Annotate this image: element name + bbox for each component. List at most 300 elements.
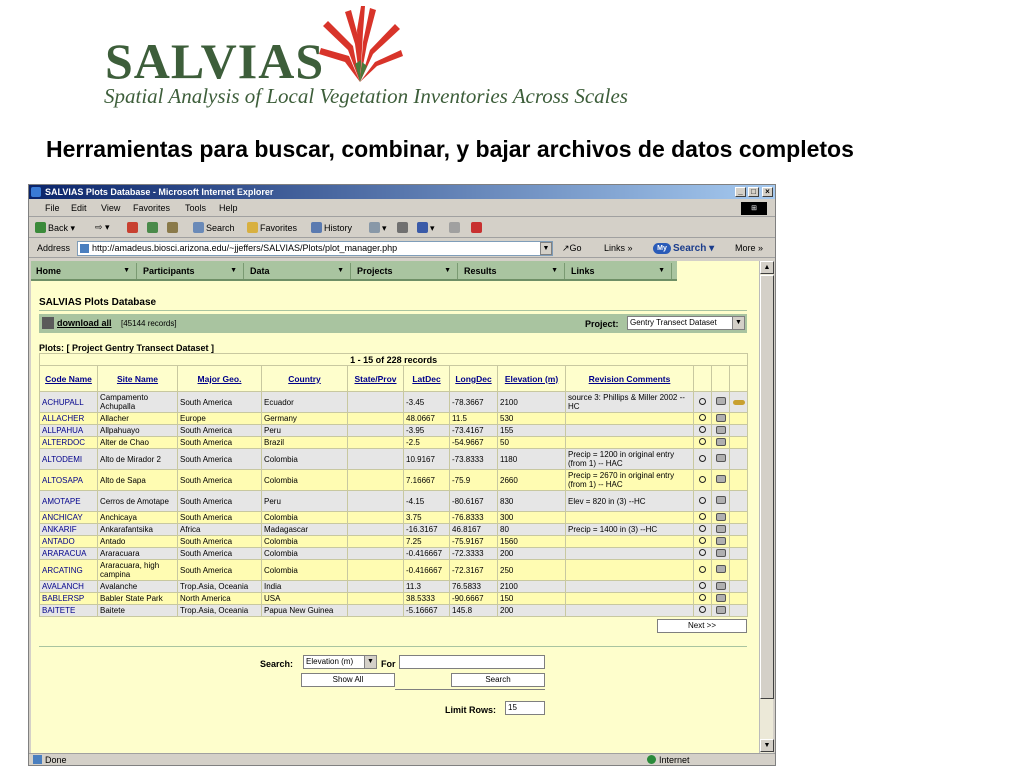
latdec-cell: -4.15 bbox=[404, 491, 450, 512]
scroll-down-button[interactable]: ▼ bbox=[760, 739, 774, 752]
latdec-cell: -5.16667 bbox=[404, 605, 450, 617]
view-magnifier-icon-cell[interactable] bbox=[694, 524, 712, 536]
code-name-cell[interactable]: BAITETE bbox=[40, 605, 98, 617]
view-magnifier-icon[interactable] bbox=[699, 476, 706, 483]
divider bbox=[39, 310, 747, 311]
site-name-cell: Babler State Park bbox=[98, 593, 178, 605]
nav-data-label: Data bbox=[250, 266, 270, 276]
key-icon-cell[interactable] bbox=[730, 560, 748, 581]
major-geo-cell: South America bbox=[178, 548, 262, 560]
latdec-cell: -0.416667 bbox=[404, 548, 450, 560]
view-magnifier-icon-cell[interactable] bbox=[694, 449, 712, 470]
edit-record-icon[interactable] bbox=[716, 582, 726, 590]
project-select[interactable] bbox=[627, 316, 745, 330]
search-input[interactable] bbox=[399, 655, 545, 669]
back-arrow-icon bbox=[35, 222, 46, 233]
major-geo-cell: South America bbox=[178, 437, 262, 449]
edit-record-icon[interactable] bbox=[716, 594, 726, 602]
latdec-cell: -3.95 bbox=[404, 425, 450, 437]
major-geo-cell: South America bbox=[178, 392, 262, 413]
address-input[interactable] bbox=[77, 241, 553, 256]
plots-table bbox=[39, 353, 748, 617]
download-icon[interactable] bbox=[42, 317, 54, 329]
edit-record-icon[interactable] bbox=[716, 606, 726, 614]
major-geo-cell: North America bbox=[178, 593, 262, 605]
nav-home[interactable] bbox=[33, 263, 137, 279]
back-label: Back bbox=[48, 223, 69, 233]
view-magnifier-icon[interactable] bbox=[699, 537, 706, 544]
state-prov-cell bbox=[348, 425, 404, 437]
latdec-cell: 7.16667 bbox=[404, 470, 450, 491]
edit-record-icon[interactable] bbox=[716, 438, 726, 446]
table-row bbox=[40, 524, 748, 536]
revision-comment-cell: Precip = 2670 in original entry (from 1) -- HAC bbox=[566, 470, 694, 491]
key-icon-cell[interactable] bbox=[730, 581, 748, 593]
table-row bbox=[40, 491, 748, 512]
elevation-cell: 530 bbox=[498, 413, 566, 425]
latdec-cell: 38.5333 bbox=[404, 593, 450, 605]
state-prov-cell bbox=[348, 524, 404, 536]
revision-comment-cell bbox=[566, 536, 694, 548]
view-magnifier-icon[interactable] bbox=[699, 426, 706, 433]
edit-record-icon-cell[interactable] bbox=[712, 581, 730, 593]
favorites-toolbar-button[interactable] bbox=[247, 222, 297, 233]
scroll-thumb[interactable] bbox=[760, 275, 774, 699]
edit-record-icon-cell[interactable] bbox=[712, 491, 730, 512]
key-icon-cell[interactable] bbox=[730, 470, 748, 491]
country-cell: Colombia bbox=[262, 470, 348, 491]
elevation-cell: 2660 bbox=[498, 470, 566, 491]
edit-record-icon-cell[interactable] bbox=[712, 536, 730, 548]
view-magnifier-icon-cell[interactable] bbox=[694, 593, 712, 605]
links-button[interactable]: Links » bbox=[604, 243, 633, 253]
edit-record-icon[interactable] bbox=[716, 513, 726, 521]
major-geo-cell: Trop.Asia, Oceania bbox=[178, 581, 262, 593]
address-dropdown[interactable]: ▼ bbox=[540, 242, 552, 255]
view-magnifier-icon[interactable] bbox=[699, 497, 706, 504]
elevation-cell: 1180 bbox=[498, 449, 566, 470]
view-magnifier-icon[interactable] bbox=[699, 606, 706, 613]
plots-title: Plots: [ Project Gentry Transect Dataset ] bbox=[39, 343, 215, 353]
back-button[interactable]: Back ▾ bbox=[35, 222, 75, 234]
state-prov-cell bbox=[348, 512, 404, 524]
project-select-value: Gentry Transect Dataset bbox=[630, 318, 717, 327]
elevation-cell: 200 bbox=[498, 605, 566, 617]
edit-record-icon-cell[interactable] bbox=[712, 548, 730, 560]
elevation-cell: 2100 bbox=[498, 392, 566, 413]
menu-file[interactable]: File bbox=[45, 203, 60, 213]
elevation-cell: 2100 bbox=[498, 581, 566, 593]
divider bbox=[395, 689, 545, 690]
code-name-cell[interactable]: ALTODEMI bbox=[40, 449, 98, 470]
key-icon-cell[interactable] bbox=[730, 512, 748, 524]
table-row bbox=[40, 593, 748, 605]
key-icon-cell[interactable] bbox=[730, 392, 748, 413]
key-icon[interactable] bbox=[733, 400, 745, 405]
menu-tools[interactable]: Tools bbox=[185, 203, 207, 213]
site-name-cell: Baitete bbox=[98, 605, 178, 617]
major-geo-cell: South America bbox=[178, 449, 262, 470]
elevation-cell: 830 bbox=[498, 491, 566, 512]
site-name-cell: Alter de Chao bbox=[98, 437, 178, 449]
longdec-cell: 46.8167 bbox=[450, 524, 498, 536]
elevation-cell: 250 bbox=[498, 560, 566, 581]
table-row bbox=[40, 605, 748, 617]
key-icon-cell[interactable] bbox=[730, 605, 748, 617]
ie-icon bbox=[31, 187, 41, 197]
divider bbox=[39, 646, 747, 647]
col-state-prov[interactable]: State/Prov bbox=[348, 366, 404, 392]
code-name-cell[interactable]: ALLACHER bbox=[40, 413, 98, 425]
menu-view[interactable]: View bbox=[101, 203, 121, 213]
table-row bbox=[40, 536, 748, 548]
col-elevation[interactable]: Elevation (m) bbox=[498, 366, 566, 392]
status-done bbox=[33, 755, 67, 765]
close-button[interactable]: × bbox=[762, 187, 773, 197]
table-header-row bbox=[40, 366, 748, 392]
country-cell: Colombia bbox=[262, 560, 348, 581]
view-magnifier-icon[interactable] bbox=[699, 398, 706, 405]
maximize-button[interactable]: □ bbox=[748, 187, 759, 197]
elevation-cell: 155 bbox=[498, 425, 566, 437]
longdec-cell: -73.4167 bbox=[450, 425, 498, 437]
go-button[interactable]: ↗Go bbox=[562, 243, 582, 253]
revision-comment-cell bbox=[566, 548, 694, 560]
country-cell: USA bbox=[262, 593, 348, 605]
country-cell: Ecuador bbox=[262, 392, 348, 413]
col-latdec[interactable]: LatDec bbox=[404, 366, 450, 392]
code-name-cell[interactable]: ALLPAHUA bbox=[40, 425, 98, 437]
elevation-cell: 80 bbox=[498, 524, 566, 536]
table-row bbox=[40, 548, 748, 560]
state-prov-cell bbox=[348, 560, 404, 581]
revision-comment-cell bbox=[566, 593, 694, 605]
major-geo-cell: Europe bbox=[178, 413, 262, 425]
site-name-cell: Allpahuayo bbox=[98, 425, 178, 437]
longdec-cell: 11.5 bbox=[450, 413, 498, 425]
limit-rows-label: Limit Rows: bbox=[445, 705, 496, 715]
revision-comment-cell bbox=[566, 437, 694, 449]
country-cell: Germany bbox=[262, 413, 348, 425]
edit-record-icon-cell[interactable] bbox=[712, 560, 730, 581]
menu-edit[interactable]: Edit bbox=[71, 203, 87, 213]
download-bar bbox=[39, 314, 747, 333]
view-magnifier-icon-cell[interactable] bbox=[694, 437, 712, 449]
site-name-cell: Anchicaya bbox=[98, 512, 178, 524]
site-name-cell: Antado bbox=[98, 536, 178, 548]
edit-record-icon-cell[interactable] bbox=[712, 512, 730, 524]
view-magnifier-icon[interactable] bbox=[699, 566, 706, 573]
code-name-cell[interactable]: AVALANCH bbox=[40, 581, 98, 593]
longdec-cell: -76.8333 bbox=[450, 512, 498, 524]
table-row bbox=[40, 413, 748, 425]
nav-results[interactable] bbox=[461, 263, 565, 279]
latdec-cell: -2.5 bbox=[404, 437, 450, 449]
latdec-cell: 7.25 bbox=[404, 536, 450, 548]
code-name-cell[interactable]: ANTADO bbox=[40, 536, 98, 548]
elevation-cell: 300 bbox=[498, 512, 566, 524]
chevron-down-icon: ▼ bbox=[337, 267, 344, 274]
code-name-cell[interactable]: ACHUPALL bbox=[40, 392, 98, 413]
site-name-cell: Avalanche bbox=[98, 581, 178, 593]
key-icon-cell[interactable] bbox=[730, 413, 748, 425]
nav-participants[interactable] bbox=[140, 263, 244, 279]
latdec-cell: -0.416667 bbox=[404, 560, 450, 581]
state-prov-cell bbox=[348, 536, 404, 548]
table-row bbox=[40, 449, 748, 470]
major-geo-cell: South America bbox=[178, 536, 262, 548]
latdec-cell: 48.0667 bbox=[404, 413, 450, 425]
view-magnifier-icon[interactable] bbox=[699, 525, 706, 532]
view-magnifier-icon-cell[interactable] bbox=[694, 548, 712, 560]
code-name-cell[interactable]: ARCATING bbox=[40, 560, 98, 581]
state-prov-cell bbox=[348, 548, 404, 560]
browser-window bbox=[28, 184, 776, 766]
edit-record-icon[interactable] bbox=[716, 525, 726, 533]
view-magnifier-icon-cell[interactable] bbox=[694, 413, 712, 425]
mysearch-label: Search bbox=[673, 243, 707, 254]
major-geo-cell: South America bbox=[178, 512, 262, 524]
edit-record-icon[interactable] bbox=[716, 496, 726, 504]
page-content bbox=[31, 261, 759, 753]
address-label: Address bbox=[37, 243, 71, 253]
view-magnifier-icon[interactable] bbox=[699, 594, 706, 601]
download-all-link[interactable]: download all bbox=[57, 318, 112, 328]
site-name-cell: Araracuara bbox=[98, 548, 178, 560]
key-icon-cell[interactable] bbox=[730, 524, 748, 536]
col-extra bbox=[730, 366, 748, 392]
revision-comment-cell bbox=[566, 413, 694, 425]
edit-record-icon[interactable] bbox=[716, 537, 726, 545]
nav-links[interactable] bbox=[568, 263, 672, 279]
edit-record-icon[interactable] bbox=[716, 549, 726, 557]
table-row bbox=[40, 437, 748, 449]
revision-comment-cell bbox=[566, 512, 694, 524]
mysearch-button[interactable]: My Search ▾ bbox=[653, 241, 723, 256]
print-icon[interactable] bbox=[397, 222, 410, 233]
code-name-cell[interactable]: ANCHICAY bbox=[40, 512, 98, 524]
longdec-cell: -54.9667 bbox=[450, 437, 498, 449]
state-prov-cell bbox=[348, 449, 404, 470]
refresh-icon[interactable] bbox=[147, 222, 160, 233]
mail-icon[interactable]: ▾ bbox=[369, 222, 387, 234]
view-magnifier-icon[interactable] bbox=[699, 582, 706, 589]
state-prov-cell bbox=[348, 593, 404, 605]
view-magnifier-icon[interactable] bbox=[699, 455, 706, 462]
edit-record-icon[interactable] bbox=[716, 426, 726, 434]
go-label: Go bbox=[569, 243, 582, 253]
elevation-cell: 1560 bbox=[498, 536, 566, 548]
nav-links-label: Links bbox=[571, 266, 595, 276]
more-button[interactable]: More » bbox=[735, 243, 764, 253]
col-country[interactable]: Country bbox=[262, 366, 348, 392]
home-icon[interactable] bbox=[167, 222, 180, 233]
country-cell: Madagascar bbox=[262, 524, 348, 536]
zone-text: Internet bbox=[659, 755, 690, 765]
site-name-cell: Campamento Achupalla bbox=[98, 392, 178, 413]
code-name-cell[interactable]: ALTERDOC bbox=[40, 437, 98, 449]
nav-participants-label: Participants bbox=[143, 266, 195, 276]
state-prov-cell bbox=[348, 581, 404, 593]
scroll-up-button[interactable]: ▲ bbox=[760, 261, 774, 274]
edit-record-icon-cell[interactable] bbox=[712, 413, 730, 425]
major-geo-cell: South America bbox=[178, 560, 262, 581]
table-row bbox=[40, 512, 748, 524]
nav-projects-label: Projects bbox=[357, 266, 393, 276]
internet-zone-icon bbox=[647, 755, 656, 764]
edit-record-icon[interactable] bbox=[716, 414, 726, 422]
edit-record-icon-cell[interactable] bbox=[712, 437, 730, 449]
key-icon-cell[interactable] bbox=[730, 536, 748, 548]
key-icon-cell[interactable] bbox=[730, 449, 748, 470]
revision-comment-cell bbox=[566, 425, 694, 437]
view-magnifier-icon-cell[interactable] bbox=[694, 470, 712, 491]
table-row bbox=[40, 581, 748, 593]
edit-record-icon[interactable] bbox=[716, 454, 726, 462]
chevron-down-icon: ▼ bbox=[551, 267, 558, 274]
chevron-down-icon: ▼ bbox=[123, 267, 130, 274]
col-longdec[interactable]: LongDec bbox=[450, 366, 498, 392]
edit-word-icon[interactable]: ▾ bbox=[417, 222, 435, 234]
view-magnifier-icon-cell[interactable] bbox=[694, 512, 712, 524]
state-prov-cell bbox=[348, 413, 404, 425]
search-toolbar-button[interactable] bbox=[193, 222, 235, 233]
view-magnifier-icon[interactable] bbox=[699, 513, 706, 520]
revision-comment-cell: Precip = 1400 in (3) --HC bbox=[566, 524, 694, 536]
menu-favorites[interactable]: Favorites bbox=[133, 203, 171, 213]
state-prov-cell bbox=[348, 392, 404, 413]
view-magnifier-icon-cell[interactable] bbox=[694, 425, 712, 437]
page-title: SALVIAS Plots Database bbox=[39, 297, 157, 308]
view-magnifier-icon-cell[interactable] bbox=[694, 392, 712, 413]
vertical-scrollbar[interactable] bbox=[759, 261, 773, 753]
revision-comment-cell: source 3: Phillips & Miller 2002 --HC bbox=[566, 392, 694, 413]
window-title: SALVIAS Plots Database - Microsoft Internet Explorer bbox=[45, 187, 274, 197]
forward-button[interactable]: ⇨ ▾ bbox=[95, 222, 110, 232]
search-button[interactable]: Search bbox=[451, 673, 545, 687]
elevation-cell: 50 bbox=[498, 437, 566, 449]
logo-wordmark: SALVIAS bbox=[105, 33, 325, 89]
longdec-cell: 145.8 bbox=[450, 605, 498, 617]
history-icon bbox=[311, 222, 322, 233]
code-name-cell[interactable]: BABLERSP bbox=[40, 593, 98, 605]
messenger-icon[interactable] bbox=[471, 222, 484, 233]
menu-help[interactable]: Help bbox=[219, 203, 238, 213]
view-magnifier-icon-cell[interactable] bbox=[694, 560, 712, 581]
edit-record-icon-cell[interactable] bbox=[712, 524, 730, 536]
country-cell: Colombia bbox=[262, 548, 348, 560]
view-magnifier-icon-cell[interactable] bbox=[694, 536, 712, 548]
view-magnifier-icon-cell[interactable] bbox=[694, 491, 712, 512]
windows-logo-icon: ⊞ bbox=[741, 202, 767, 215]
col-revision-comments[interactable]: Revision Comments bbox=[566, 366, 694, 392]
edit-record-icon-cell[interactable] bbox=[712, 593, 730, 605]
edit-record-icon[interactable] bbox=[716, 397, 726, 405]
history-toolbar-button[interactable] bbox=[311, 222, 352, 233]
code-name-cell[interactable]: ANKARIF bbox=[40, 524, 98, 536]
discuss-icon[interactable] bbox=[449, 222, 462, 233]
view-magnifier-icon[interactable] bbox=[699, 549, 706, 556]
edit-record-icon-cell[interactable] bbox=[712, 470, 730, 491]
country-cell: Peru bbox=[262, 425, 348, 437]
key-icon-cell[interactable] bbox=[730, 593, 748, 605]
site-navbar bbox=[31, 261, 677, 281]
code-name-cell[interactable]: AMOTAPE bbox=[40, 491, 98, 512]
chevron-down-icon: ▼ bbox=[230, 267, 237, 274]
col-code-name[interactable]: Code Name bbox=[40, 366, 98, 392]
major-geo-cell: South America bbox=[178, 470, 262, 491]
key-icon-cell[interactable] bbox=[730, 425, 748, 437]
col-site-name[interactable]: Site Name bbox=[98, 366, 178, 392]
view-magnifier-icon[interactable] bbox=[699, 438, 706, 445]
window-titlebar bbox=[29, 185, 775, 199]
chevron-down-icon: ▼ bbox=[732, 317, 744, 329]
nav-results-label: Results bbox=[464, 266, 497, 276]
nav-data[interactable] bbox=[247, 263, 351, 279]
longdec-cell: -73.8333 bbox=[450, 449, 498, 470]
site-name-cell: Alto de Sapa bbox=[98, 470, 178, 491]
elevation-cell: 200 bbox=[498, 548, 566, 560]
address-url: http://amadeus.biosci.arizona.edu/~jjeffers/SALVIAS/Plots/plot_manager.php bbox=[92, 243, 398, 253]
table-row bbox=[40, 560, 748, 581]
table-caption: 1 - 15 of 228 records bbox=[40, 354, 748, 366]
favorites-toolbar-label: Favorites bbox=[260, 223, 298, 233]
latdec-cell: 10.9167 bbox=[404, 449, 450, 470]
nav-projects[interactable] bbox=[354, 263, 458, 279]
col-edit bbox=[712, 366, 730, 392]
history-toolbar-label: History bbox=[324, 223, 353, 233]
code-name-cell[interactable]: ARARACUA bbox=[40, 548, 98, 560]
favorites-icon bbox=[247, 222, 258, 233]
for-label: For bbox=[381, 659, 396, 669]
edit-record-icon-cell[interactable] bbox=[712, 425, 730, 437]
edit-record-icon[interactable] bbox=[716, 565, 726, 573]
chevron-down-icon: ▼ bbox=[444, 267, 451, 274]
col-major-geo[interactable]: Major Geo. bbox=[178, 366, 262, 392]
minimize-button[interactable]: _ bbox=[735, 187, 746, 197]
nav-home-label: Home bbox=[36, 266, 62, 276]
view-magnifier-icon-cell[interactable] bbox=[694, 581, 712, 593]
show-all-button[interactable]: Show All bbox=[301, 673, 395, 687]
state-prov-cell bbox=[348, 491, 404, 512]
edit-record-icon-cell[interactable] bbox=[712, 392, 730, 413]
view-magnifier-icon[interactable] bbox=[699, 414, 706, 421]
chevron-down-icon: ▼ bbox=[364, 656, 376, 668]
edit-record-icon[interactable] bbox=[716, 475, 726, 483]
site-name-cell: Cerros de Amotape bbox=[98, 491, 178, 512]
longdec-cell: -72.3333 bbox=[450, 548, 498, 560]
key-icon-cell[interactable] bbox=[730, 491, 748, 512]
search-field-select[interactable] bbox=[303, 655, 377, 669]
next-button[interactable]: Next >> bbox=[657, 619, 747, 633]
major-geo-cell: Africa bbox=[178, 524, 262, 536]
latdec-cell: 3.75 bbox=[404, 512, 450, 524]
key-icon-cell[interactable] bbox=[730, 437, 748, 449]
stop-icon[interactable] bbox=[127, 222, 140, 233]
view-magnifier-icon-cell[interactable] bbox=[694, 605, 712, 617]
longdec-cell: 76.5833 bbox=[450, 581, 498, 593]
country-cell: Papua New Guinea bbox=[262, 605, 348, 617]
major-geo-cell: Trop.Asia, Oceania bbox=[178, 605, 262, 617]
code-name-cell[interactable]: ALTOSAPA bbox=[40, 470, 98, 491]
country-cell: Colombia bbox=[262, 512, 348, 524]
site-name-cell: Allacher bbox=[98, 413, 178, 425]
latdec-cell: 11.3 bbox=[404, 581, 450, 593]
key-icon-cell[interactable] bbox=[730, 548, 748, 560]
limit-rows-input[interactable]: 15 bbox=[505, 701, 545, 715]
edit-record-icon-cell[interactable] bbox=[712, 449, 730, 470]
edit-record-icon-cell[interactable] bbox=[712, 605, 730, 617]
